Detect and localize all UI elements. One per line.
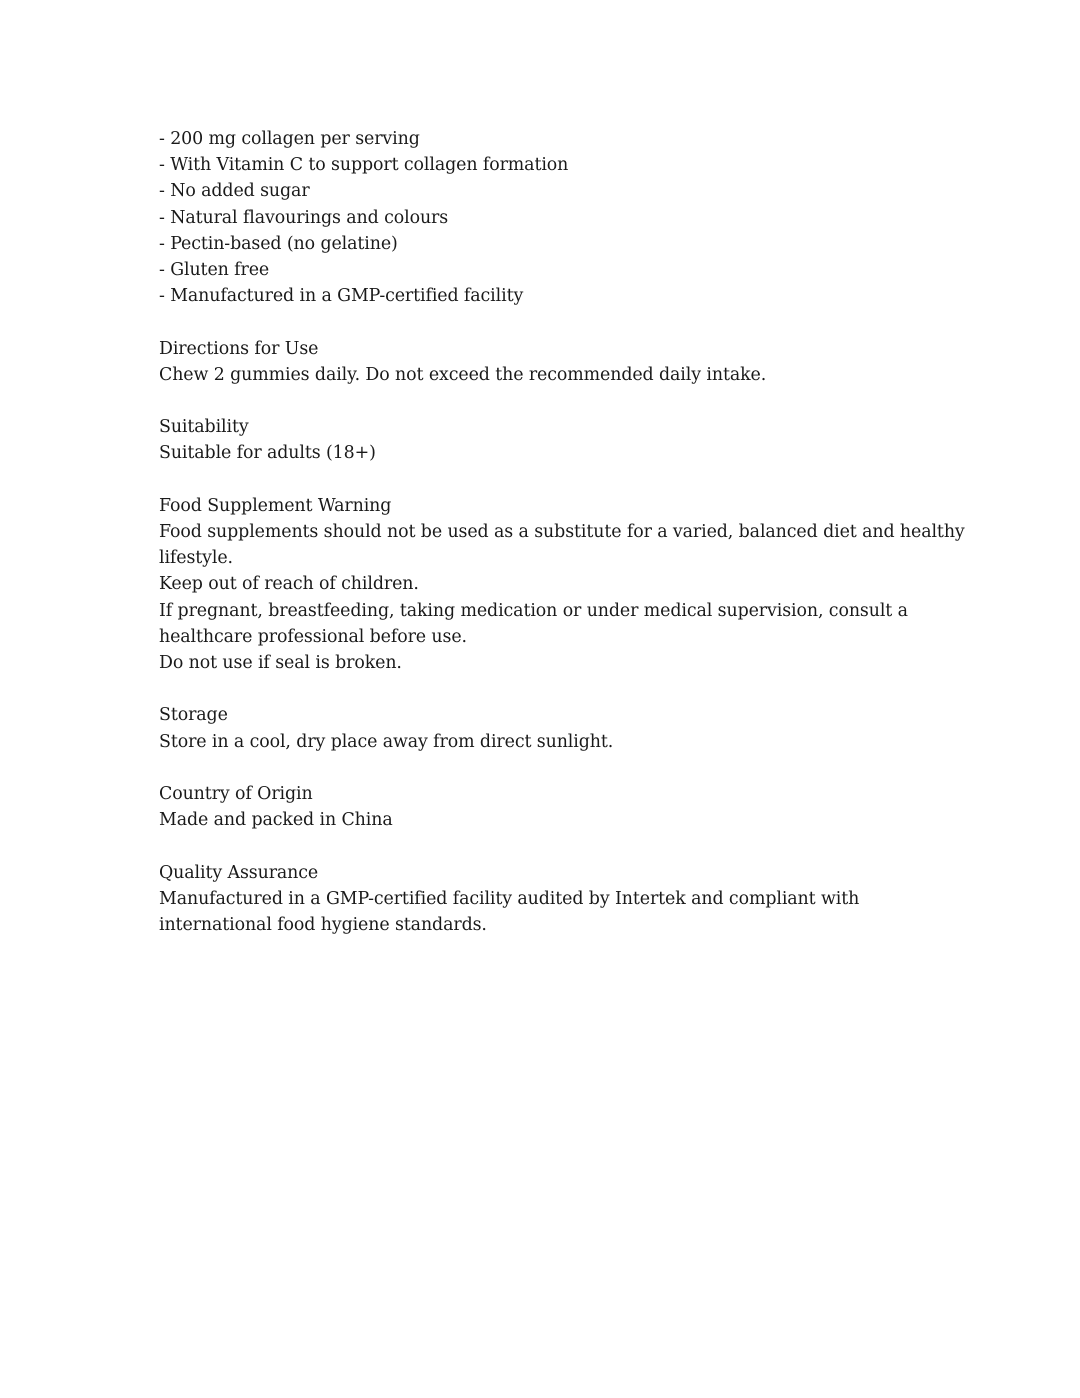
document-page xyxy=(159,126,965,938)
section-spacer xyxy=(159,467,939,493)
origin-text: Made and packed in China xyxy=(159,810,393,831)
origin-section xyxy=(159,781,939,833)
section-spacer xyxy=(159,755,939,781)
quality-heading: Quality Assurance xyxy=(159,862,319,883)
feature-item: - 200 mg collagen per serving xyxy=(159,129,420,149)
suitability-section xyxy=(159,414,939,466)
feature-item: - No added sugar xyxy=(159,181,310,202)
warning-line: Keep out of reach of children. xyxy=(159,574,419,595)
storage-heading: Storage xyxy=(159,705,228,726)
quality-line: international food hygiene standards. xyxy=(159,915,487,935)
warning-section xyxy=(159,493,965,676)
storage-section xyxy=(159,702,939,754)
quality-line: Manufactured in a GMP-certified facility audited by Intertek and compliant with xyxy=(159,888,860,909)
suitability-text: Suitable for adults (18+) xyxy=(159,443,376,464)
warning-heading: Food Supplement Warning xyxy=(159,495,392,516)
warning-line: If pregnant, breastfeeding, taking medication or under medical supervision, consult a xyxy=(159,600,908,621)
directions-section xyxy=(159,336,939,388)
quality-section xyxy=(159,860,939,939)
section-spacer xyxy=(159,676,939,702)
directions-heading: Directions for Use xyxy=(159,338,319,359)
warning-line: healthcare professional before use. xyxy=(159,626,467,647)
origin-heading: Country of Origin xyxy=(159,784,313,804)
section-spacer xyxy=(159,309,939,335)
feature-item: - Manufactured in a GMP-certified facility xyxy=(159,286,524,307)
storage-text: Store in a cool, dry place away from direct sunlight. xyxy=(159,731,614,752)
feature-item: - With Vitamin C to support collagen formation xyxy=(159,155,569,176)
directions-text: Chew 2 gummies daily. Do not exceed the recommended daily intake. xyxy=(159,364,767,385)
section-spacer xyxy=(159,388,939,414)
feature-item: - Natural flavourings and colours xyxy=(159,207,449,228)
section-spacer xyxy=(159,833,939,859)
suitability-heading: Suitability xyxy=(159,417,249,438)
warning-line: Food supplements should not be used as a substitute for a varied, balanced diet and healthy xyxy=(159,522,965,542)
warning-line: lifestyle. xyxy=(159,548,233,569)
feature-list xyxy=(159,126,939,309)
feature-item: - Pectin-based (no gelatine) xyxy=(159,233,398,254)
feature-item: - Gluten free xyxy=(159,260,270,281)
warning-line: Do not use if seal is broken. xyxy=(159,653,402,674)
